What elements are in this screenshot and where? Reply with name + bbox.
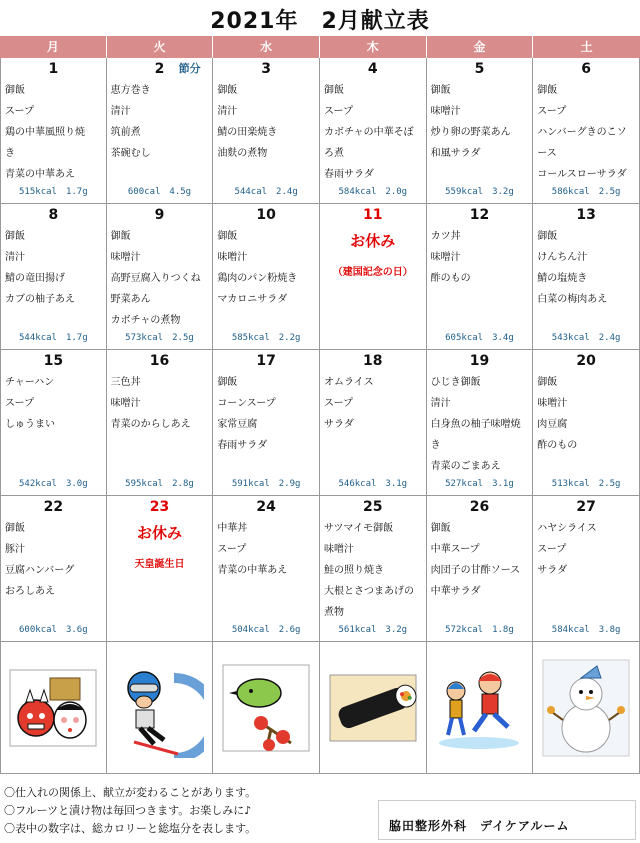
menu-item: 煮物 xyxy=(323,607,344,618)
nutrition-summary: 527kcal 3.1g xyxy=(445,479,514,489)
menu-item: カツ丼 xyxy=(430,231,461,242)
menu-items xyxy=(431,518,529,602)
day-cell xyxy=(320,204,427,349)
weekday-header xyxy=(0,36,640,58)
closed-label: お休み xyxy=(136,524,182,542)
menu-item: 春雨サラダ xyxy=(217,440,268,451)
menu-item: 恵方巻き xyxy=(110,85,151,96)
menu-item: 清汁 xyxy=(5,252,25,263)
menu-item: 鮭の照り焼き xyxy=(323,565,384,576)
day-cell xyxy=(213,496,320,641)
menu-item: しゅうまい xyxy=(5,419,55,430)
menu-item: 和風サラダ xyxy=(430,148,481,159)
day-cell xyxy=(320,496,427,641)
day-cell xyxy=(533,58,640,203)
menu-item: 御飯 xyxy=(217,85,238,96)
day-cell xyxy=(320,58,427,203)
nutrition-summary: 572kcal 1.8g xyxy=(445,625,514,635)
menu-items xyxy=(217,226,315,310)
day-cell xyxy=(107,496,214,641)
day-cell xyxy=(427,496,534,641)
day-number: 6 xyxy=(581,61,591,77)
menu-items xyxy=(5,226,102,310)
closed-label: お休み xyxy=(350,232,396,250)
menu-item: サラダ xyxy=(537,565,568,576)
menu-item: スープ xyxy=(537,544,567,555)
menu-item: スープ xyxy=(323,398,353,409)
day-cell xyxy=(107,58,214,203)
menu-item: 春雨サラダ xyxy=(323,169,374,180)
day-cell xyxy=(213,58,320,203)
illustration-row xyxy=(0,642,640,774)
weekday-label: 火 xyxy=(107,36,214,58)
day-cell xyxy=(320,350,427,495)
menu-item: 御飯 xyxy=(5,231,25,242)
menu-items xyxy=(537,372,635,456)
menu-item: カボチャの中華そぼ xyxy=(323,127,414,138)
menu-item: 清汁 xyxy=(430,398,451,409)
menu-item: 鶏肉のパン粉焼き xyxy=(217,273,298,284)
menu-item: 高野豆腐入りつくね xyxy=(110,273,201,284)
menu-item: けんちん汁 xyxy=(537,252,588,263)
menu-item: カブの柚子あえ xyxy=(5,294,75,305)
week-row xyxy=(0,496,640,642)
nutrition-summary: 515kcal 1.7g xyxy=(19,187,88,197)
day-cell xyxy=(533,496,640,641)
menu-item: 大根とさつまあげの xyxy=(323,586,414,597)
menu-items xyxy=(111,372,209,435)
week-row xyxy=(0,204,640,350)
menu-items xyxy=(537,80,635,185)
day-cell xyxy=(213,204,320,349)
weekday-label: 水 xyxy=(213,36,320,58)
note-item: 〇表中の数字は、総カロリーと総塩分を表します。 xyxy=(4,822,257,835)
menu-item: 御飯 xyxy=(110,231,131,242)
menu-item: 酢のもの xyxy=(430,273,471,284)
menu-items xyxy=(431,80,529,164)
day-cell xyxy=(0,58,107,203)
nutrition-summary: 600cal 4.5g xyxy=(127,187,192,197)
menu-item: き xyxy=(5,148,15,159)
day-number: 8 xyxy=(48,207,59,223)
day-number: 23 xyxy=(149,499,170,515)
holiday-notice xyxy=(324,230,422,278)
weekday-label: 木 xyxy=(320,36,427,58)
menu-item: スープ xyxy=(537,106,567,117)
menu-item: 筑前煮 xyxy=(110,127,141,138)
menu-item: 御飯 xyxy=(5,85,25,96)
menu-item: 味噌汁 xyxy=(323,544,354,555)
day-cell xyxy=(107,204,214,349)
menu-item: 鯖の塩焼き xyxy=(537,273,588,284)
menu-item: 味噌汁 xyxy=(110,398,141,409)
menu-items xyxy=(324,80,422,185)
skier-icon xyxy=(107,642,214,773)
day-number: 4 xyxy=(367,61,378,77)
day-cell xyxy=(0,350,107,495)
bird-plum-icon xyxy=(213,642,320,773)
menu-item: 三色丼 xyxy=(110,377,141,388)
day-number: 12 xyxy=(469,207,490,223)
menu-item: 御飯 xyxy=(537,231,558,242)
day-number: 2 xyxy=(154,61,165,77)
menu-items xyxy=(324,372,422,435)
day-number: 10 xyxy=(256,207,276,223)
menu-item: 鯖の竜田揚げ xyxy=(5,273,65,284)
menu-item: サツマイモ御飯 xyxy=(323,523,394,534)
menu-item: 白菜の梅肉あえ xyxy=(537,294,608,305)
menu-item: ろ煮 xyxy=(323,148,344,159)
menu-item: 油麩の煮物 xyxy=(217,148,268,159)
menu-item: き xyxy=(430,440,441,451)
note-item: 〇フルーツと漬け物は毎回つきます。お楽しみに♪ xyxy=(4,804,252,817)
nutrition-summary: 584kcal 3.8g xyxy=(551,625,621,635)
nutrition-summary: 504kcal 2.6g xyxy=(231,625,301,635)
menu-item: 御飯 xyxy=(537,377,558,388)
day-cell xyxy=(427,350,534,495)
menu-item: おろしあえ xyxy=(5,586,55,597)
nutrition-summary: 544kcal 1.7g xyxy=(19,333,88,343)
nutrition-summary: 584kcal 2.0g xyxy=(338,187,408,197)
snowman-icon xyxy=(533,642,640,773)
menu-item: スープ xyxy=(5,106,34,117)
menu-item: スープ xyxy=(217,544,247,555)
day-number: 1 xyxy=(48,61,59,77)
menu-item: 青菜の中華あえ xyxy=(217,565,288,576)
menu-items xyxy=(324,518,422,623)
note-item: 〇仕入れの関係上、献立が変わることがあります。 xyxy=(4,786,257,799)
oni-icon xyxy=(0,642,107,773)
menu-item: スープ xyxy=(323,106,353,117)
menu-item: カボチャの煮物 xyxy=(110,315,181,326)
menu-item: 御飯 xyxy=(430,85,451,96)
menu-item: 白身魚の柚子味噌焼 xyxy=(430,419,521,430)
nutrition-summary: 600kcal 3.6g xyxy=(19,625,88,635)
nutrition-summary: 542kcal 3.0g xyxy=(19,479,88,489)
menu-items xyxy=(111,226,209,331)
day-cell xyxy=(427,204,534,349)
day-cell xyxy=(533,350,640,495)
menu-item: チャーハン xyxy=(5,377,55,388)
page-title: 2021年 2月献立表 xyxy=(210,9,430,34)
week-row xyxy=(0,350,640,496)
menu-items xyxy=(431,226,529,289)
menu-item: 野菜あん xyxy=(110,294,151,305)
menu-item: 味噌汁 xyxy=(430,252,461,263)
nutrition-summary: 585kcal 2.2g xyxy=(231,333,301,343)
menu-item: 味噌汁 xyxy=(537,398,568,409)
menu-items xyxy=(217,80,315,164)
day-number: 18 xyxy=(363,353,383,369)
clinic-name: 脇田整形外科 デイケアルーム xyxy=(378,800,636,840)
skaters-icon xyxy=(427,642,534,773)
day-cell xyxy=(107,350,214,495)
menu-item: ハヤシライス xyxy=(537,523,597,534)
menu-item: 清汁 xyxy=(217,106,238,117)
weekday-label: 金 xyxy=(427,36,534,58)
menu-item: 肉豆腐 xyxy=(537,419,568,430)
menu-item: 味噌汁 xyxy=(110,252,141,263)
menu-item: 清汁 xyxy=(110,106,131,117)
nutrition-summary: 543kcal 2.4g xyxy=(551,333,621,343)
nutrition-summary: 586kcal 2.5g xyxy=(551,187,621,197)
nutrition-summary: 595kcal 2.8g xyxy=(125,479,194,489)
day-number: 24 xyxy=(256,499,276,515)
menu-item: 豚汁 xyxy=(5,544,25,555)
nutrition-summary: 573kcal 2.5g xyxy=(125,333,194,343)
menu-item: 御飯 xyxy=(323,85,344,96)
menu-item: 味噌汁 xyxy=(217,252,248,263)
menu-item: 茶碗むし xyxy=(110,148,151,159)
nutrition-summary: 559kcal 3.2g xyxy=(445,187,514,197)
nutrition-summary: 605kcal 3.4g xyxy=(445,333,514,343)
menu-items xyxy=(537,518,635,581)
day-number: 17 xyxy=(256,353,276,369)
nutrition-summary: 561kcal 3.2g xyxy=(338,625,408,635)
menu-items xyxy=(217,518,315,581)
ehomaki-icon xyxy=(320,642,427,773)
menu-item: 御飯 xyxy=(217,231,238,242)
menu-item: 中華スープ xyxy=(430,544,480,555)
menu-item: 酢のもの xyxy=(537,440,578,451)
menu-item: スープ xyxy=(5,398,34,409)
menu-item: 豆腐ハンバーグ xyxy=(5,565,75,576)
menu-item: 中華サラダ xyxy=(430,586,481,597)
menu-items xyxy=(5,518,102,602)
day-number: 16 xyxy=(149,353,170,369)
holiday-name: 天皇誕生日 xyxy=(134,559,185,570)
notes xyxy=(4,784,256,838)
event-tag: 節分 xyxy=(178,62,201,75)
day-number: 25 xyxy=(363,499,383,515)
menu-items xyxy=(111,80,209,164)
day-number: 19 xyxy=(469,353,490,369)
week-row xyxy=(0,58,640,204)
day-number: 13 xyxy=(576,207,596,223)
day-number: 27 xyxy=(576,499,596,515)
nutrition-summary: 546kcal 3.1g xyxy=(338,479,408,489)
menu-item: ース xyxy=(537,148,557,159)
holiday-notice xyxy=(111,522,209,570)
menu-item: 炒り卵の野菜あん xyxy=(430,127,511,138)
menu-item: 家常豆腐 xyxy=(217,419,258,430)
nutrition-summary: 591kcal 2.9g xyxy=(231,479,301,489)
menu-item: 青菜のごまあえ xyxy=(430,461,501,472)
weeks xyxy=(0,58,640,642)
menu-item: コールスローサラダ xyxy=(537,169,627,180)
day-cell xyxy=(0,496,107,641)
menu-item: 青菜のからしあえ xyxy=(110,419,191,430)
menu-item: ハンバーグきのこソ xyxy=(537,127,627,138)
menu-calendar xyxy=(0,36,640,774)
day-number: 3 xyxy=(261,61,272,77)
menu-item: マカロニサラダ xyxy=(217,294,288,305)
day-cell xyxy=(533,204,640,349)
menu-item: 鶏の中華風照り焼 xyxy=(5,127,85,138)
menu-item: 御飯 xyxy=(5,523,25,534)
menu-item: 鯖の田楽焼き xyxy=(217,127,278,138)
menu-item: 肉団子の甘酢ソース xyxy=(430,565,521,576)
day-cell xyxy=(0,204,107,349)
menu-items xyxy=(537,226,635,310)
menu-items xyxy=(5,372,102,435)
menu-item: 青菜の中華あえ xyxy=(5,169,75,180)
menu-item: コーンスープ xyxy=(217,398,276,409)
day-number: 20 xyxy=(576,353,596,369)
nutrition-summary: 513kcal 2.5g xyxy=(551,479,621,489)
menu-item: サラダ xyxy=(323,419,354,430)
menu-items xyxy=(5,80,102,185)
day-number: 15 xyxy=(43,353,64,369)
menu-item: 御飯 xyxy=(537,85,558,96)
menu-item: 御飯 xyxy=(217,377,238,388)
menu-item: 中華丼 xyxy=(217,523,248,534)
weekday-label: 土 xyxy=(533,36,640,58)
nutrition-summary: 544cal 2.4g xyxy=(234,187,298,197)
menu-item: 御飯 xyxy=(430,523,451,534)
day-number: 11 xyxy=(363,207,383,223)
menu-item: 味噌汁 xyxy=(430,106,461,117)
day-cell xyxy=(427,58,534,203)
day-number: 26 xyxy=(469,499,490,515)
day-number: 9 xyxy=(154,207,165,223)
weekday-label: 月 xyxy=(0,36,107,58)
menu-item: ひじき御飯 xyxy=(430,377,481,388)
menu-item: オムライス xyxy=(323,377,374,388)
day-number: 22 xyxy=(43,499,64,515)
holiday-name: （建国記念の日） xyxy=(332,267,413,278)
menu-items xyxy=(217,372,315,456)
day-number: 5 xyxy=(474,61,485,77)
menu-items xyxy=(431,372,529,477)
day-cell xyxy=(213,350,320,495)
